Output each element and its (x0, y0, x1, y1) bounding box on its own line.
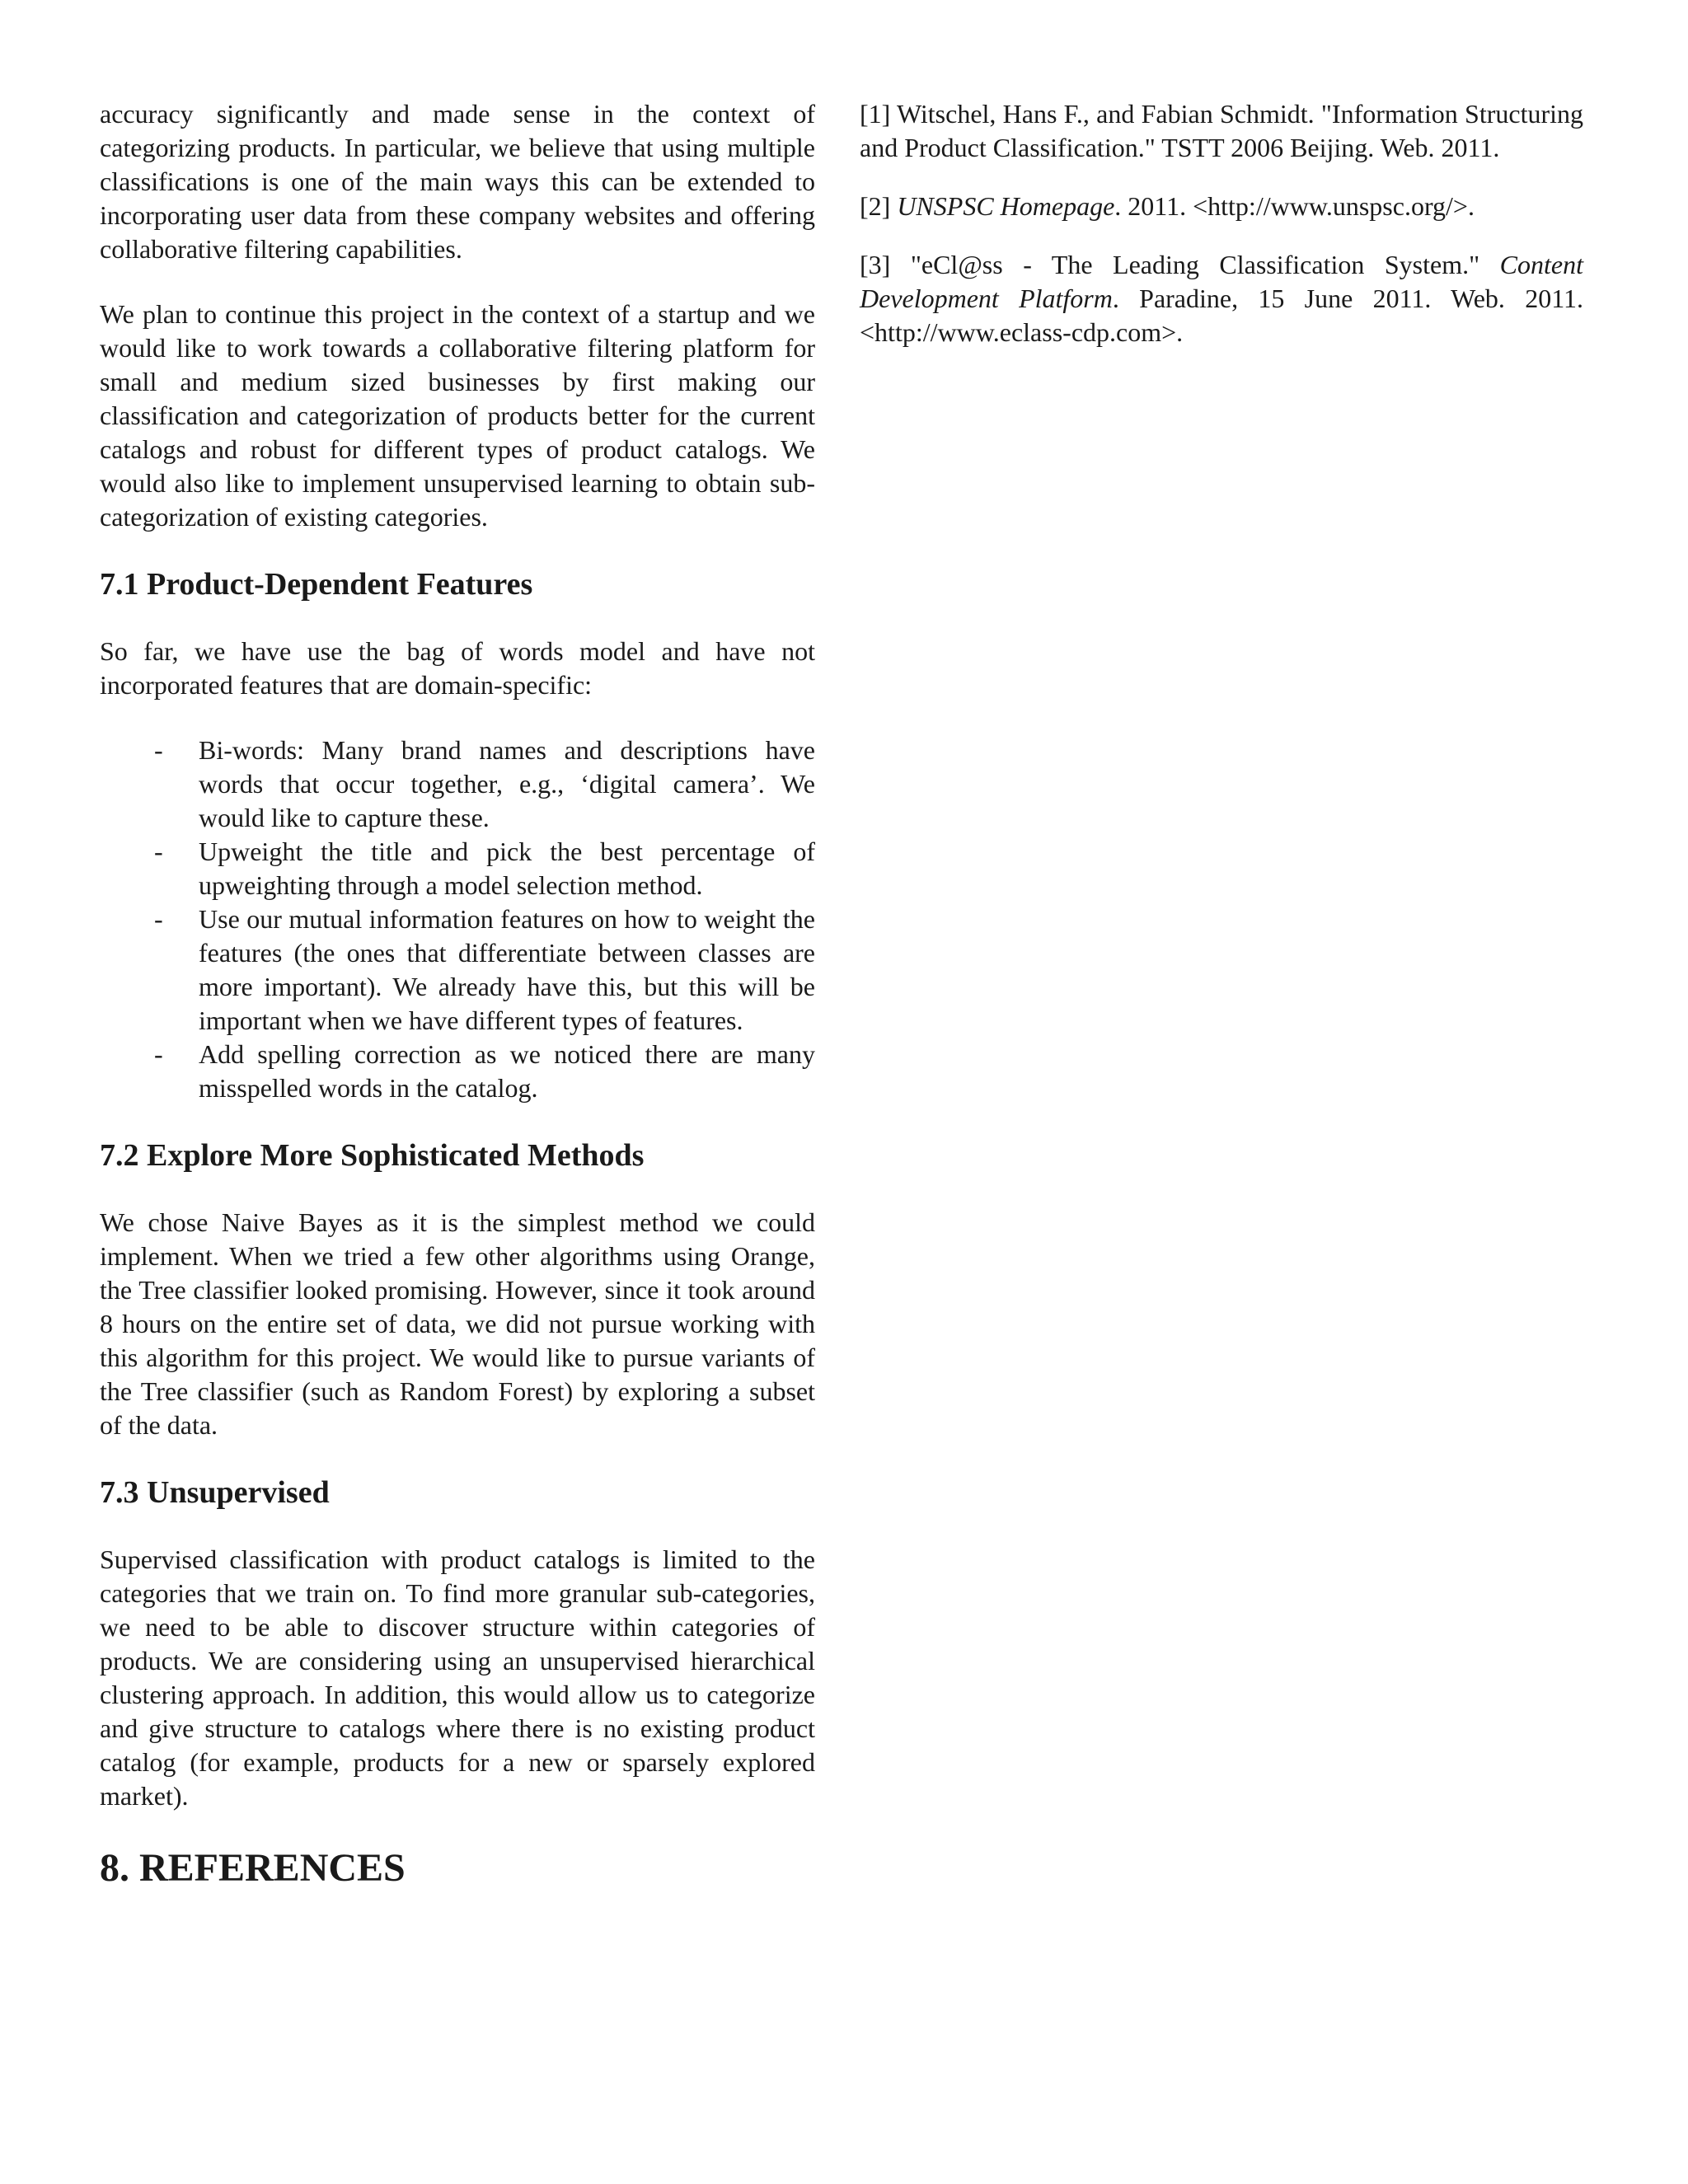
list-item-text: Upweight the title and pick the best percentage of upweighting through a model selection method. (199, 837, 815, 900)
paragraph-7-1-intro: So far, we have use the bag of words model and have not incorporated features that are domain-specific: (100, 636, 815, 700)
paragraph-7-2: We chose Naive Bayes as it is the simplest method we could implement. When we tried a few other algorithms using Orange, the Tree classifier looked promising. However, since it took around 8 hours on the entire set of data, we did not pursue working with this algorithm for this project. We would like to pursue variants of the Tree classifier (such as Random Forest) by exploring a subset of the data. (100, 1207, 815, 1440)
reference-text: [1] Witschel, Hans F., and Fabian Schmidt. "Information Structuring and Product Classification." TSTT 2006 Beijing. Web. 2011. (860, 99, 1583, 162)
list-item-text: Bi-words: Many brand names and descriptions have words that occur together, e.g., ‘digital camera’. We would like to capture these. (199, 735, 815, 832)
list-marker: - (154, 1039, 163, 1069)
list-item (100, 733, 815, 835)
heading-7-3: 7.3 Unsupervised (100, 1475, 330, 1510)
reference-text: [2] (860, 191, 898, 221)
reference-1 (860, 97, 1583, 165)
list-item-text: Use our mutual information features on how to weight the features (the ones that differentiate between classes are more important). We already have this, but this will be important when we have different types of features. (199, 904, 815, 1035)
feature-list (100, 733, 815, 1105)
heading-references: 8. REFERENCES (100, 1846, 406, 1890)
reference-2 (860, 190, 1583, 223)
reference-3 (860, 248, 1583, 349)
paragraph-future-plans: We plan to continue this project in the context of a startup and we would like to work towards a collaborative filtering platform for small and medium sized businesses by first making our classification and categorization of products better for the current catalogs and robust for different types of product catalogs. We would also like to implement unsupervised learning to obtain sub-categorization of existing categories. (100, 299, 815, 532)
list-item (100, 902, 815, 1038)
list-item (100, 1038, 815, 1105)
paragraph-continuation: accuracy significantly and made sense in the context of categorizing products. In particular, we believe that using multiple classifications is one of the main ways this can be extended to incorporating user data from these company websites and offering collaborative filtering capabilities. (100, 99, 815, 264)
reference-text: [3] "eCl@ss - The Leading Classification System." (860, 250, 1500, 279)
reference-title: UNSPSC Homepage (897, 191, 1115, 221)
reference-text-tail: . Paradine, 15 June 2011. Web. 2011. <http://www.eclass-cdp.com>. (860, 284, 1584, 347)
heading-7-2: 7.2 Explore More Sophisticated Methods (100, 1138, 645, 1173)
reference-text-tail: . 2011. <http://www.unspsc.org/>. (1114, 191, 1475, 221)
heading-7-1: 7.1 Product-Dependent Features (100, 567, 533, 602)
list-item (100, 835, 815, 902)
list-marker: - (154, 904, 163, 934)
right-column (860, 97, 1583, 374)
list-item-text: Add spelling correction as we noticed there are many misspelled words in the catalog. (199, 1039, 815, 1103)
reference-title: Content Development Platform (860, 250, 1583, 313)
list-marker: - (154, 735, 163, 765)
paragraph-7-3: Supervised classification with product catalogs is limited to the categories that we train on. To find more granular sub-categories, we need to be able to discover structure within categories of products. We are considering using an unsupervised hierarchical clustering approach. In addition, this would allow us to categorize and give structure to catalogs where there is no existing product catalog (for example, products for a new or sparsely explored market). (100, 1544, 815, 1811)
list-marker: - (154, 837, 163, 866)
left-column (100, 97, 815, 1892)
